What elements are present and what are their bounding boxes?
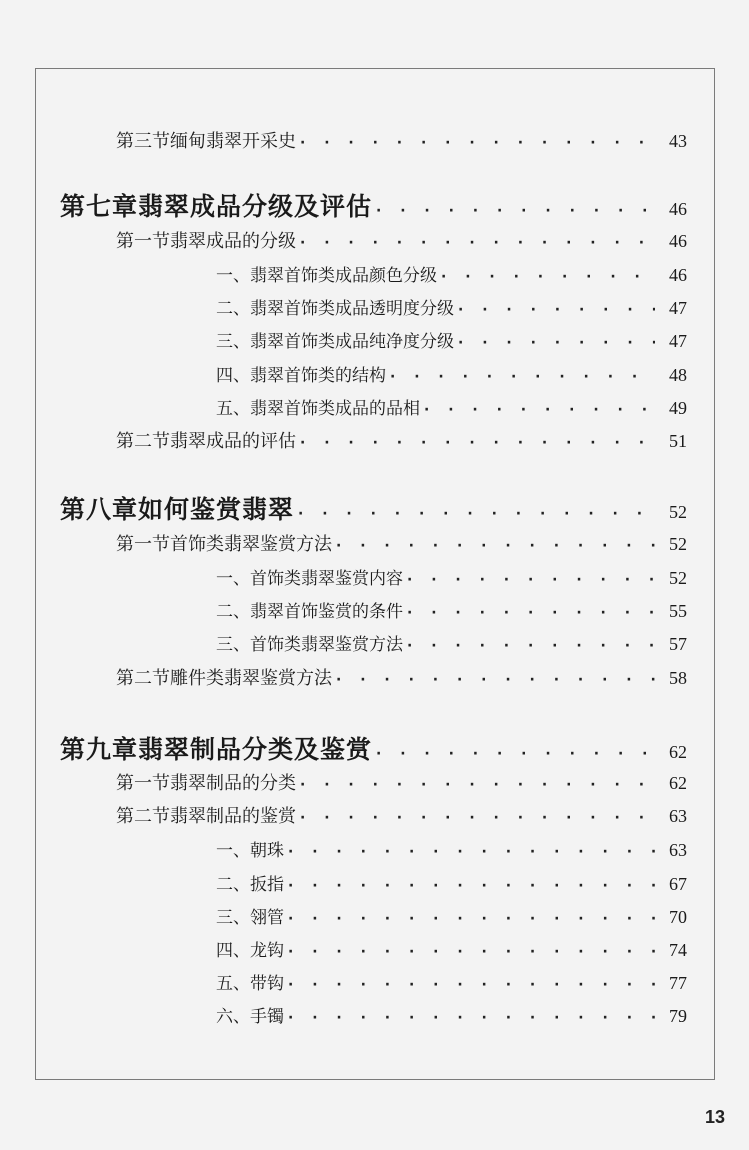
toc-entry[interactable]	[116, 769, 687, 795]
page-number: 48	[669, 365, 687, 385]
toc-entry[interactable]	[216, 327, 687, 352]
leader-dots	[441, 269, 655, 285]
entry-title: 翡翠成品的分级	[170, 231, 296, 252]
toc-entry[interactable]	[216, 394, 687, 419]
section-number: 第二节	[116, 806, 170, 827]
page-number: 52	[669, 568, 687, 588]
page-number: 79	[669, 1006, 687, 1026]
entry-title: 四、翡翠首饰类的结构	[216, 366, 386, 386]
toc-entry[interactable]	[116, 802, 687, 828]
toc-entry[interactable]	[216, 361, 687, 386]
toc-entry[interactable]	[116, 227, 687, 253]
leader-dots	[298, 506, 655, 522]
toc-entry[interactable]	[216, 836, 687, 861]
leader-dots	[376, 203, 655, 219]
entry-title: 翡翠制品的鉴赏	[170, 806, 296, 827]
entry-title: 二、翡翠首饰鉴赏的条件	[216, 602, 403, 622]
entry-title: 三、首饰类翡翠鉴赏方法	[216, 635, 403, 655]
page-number: 52	[669, 502, 687, 522]
page-number: 47	[669, 331, 687, 351]
toc-chapter-entry[interactable]	[60, 490, 687, 526]
leader-dots	[300, 235, 655, 251]
entry-title: 三、翡翠首饰类成品纯净度分级	[216, 332, 454, 352]
entry-title: 雕件类翡翠鉴赏方法	[170, 668, 332, 689]
toc-entry[interactable]	[116, 427, 687, 453]
chapter-title: 翡翠制品分类及鉴赏	[138, 735, 373, 764]
toc-entry[interactable]	[216, 936, 687, 961]
page-number: 77	[669, 973, 687, 993]
page-number: 63	[669, 840, 687, 860]
page-number: 47	[669, 298, 687, 318]
section-number: 第一节	[116, 773, 170, 794]
toc-entry[interactable]	[116, 530, 687, 556]
leader-dots	[288, 844, 655, 860]
leader-dots	[288, 911, 655, 927]
entry-title: 三、翎管	[216, 908, 284, 928]
section-number: 第一节	[116, 231, 170, 252]
leader-dots	[288, 944, 655, 960]
page-number: 51	[669, 431, 687, 451]
entry-title: 四、龙钩	[216, 941, 284, 961]
page-number: 57	[669, 634, 687, 654]
leader-dots	[300, 777, 655, 793]
entry-title: 二、翡翠首饰类成品透明度分级	[216, 299, 454, 319]
toc-entry[interactable]	[216, 903, 687, 928]
toc-entry[interactable]	[216, 597, 687, 622]
page-number: 46	[669, 231, 687, 251]
entry-title: 五、翡翠首饰类成品的品相	[216, 399, 420, 419]
page-number: 62	[669, 742, 687, 762]
page-number: 63	[669, 806, 687, 826]
leader-dots	[376, 746, 655, 762]
page-number: 62	[669, 773, 687, 793]
section-number: 第二节	[116, 431, 170, 452]
entry-title: 一、朝珠	[216, 841, 284, 861]
page-number: 55	[669, 601, 687, 621]
entry-title: 首饰类翡翠鉴赏方法	[170, 534, 332, 555]
leader-dots	[300, 810, 655, 826]
page-number: 46	[669, 265, 687, 285]
page-number: 52	[669, 534, 687, 554]
entry-title: 翡翠成品的评估	[170, 431, 296, 452]
toc-entry[interactable]	[216, 1002, 687, 1027]
section-number: 第一节	[116, 534, 170, 555]
page-number: 49	[669, 398, 687, 418]
leader-dots	[336, 538, 655, 554]
toc-entry[interactable]	[216, 630, 687, 655]
page-number: 58	[669, 668, 687, 688]
entry-title: 五、带钩	[216, 974, 284, 994]
page-number: 70	[669, 907, 687, 927]
leader-dots	[288, 878, 655, 894]
leader-dots	[407, 638, 655, 654]
chapter-number: 第八章	[60, 495, 139, 524]
toc-chapter-entry[interactable]	[60, 187, 687, 223]
chapter-number: 第九章	[60, 735, 139, 764]
entry-title: 缅甸翡翠开采史	[170, 131, 296, 152]
page-number: 43	[669, 131, 687, 151]
chapter-title: 翡翠成品分级及评估	[138, 192, 373, 221]
entry-title: 六、手镯	[216, 1007, 284, 1027]
entry-title: 翡翠制品的分类	[170, 773, 296, 794]
leader-dots	[300, 135, 655, 151]
entry-title: 一、翡翠首饰类成品颜色分级	[216, 266, 437, 286]
leader-dots	[390, 369, 655, 385]
entry-title: 二、扳指	[216, 875, 284, 895]
leader-dots	[288, 977, 655, 993]
page-number: 74	[669, 940, 687, 960]
leader-dots	[407, 605, 655, 621]
entry-title: 一、首饰类翡翠鉴赏内容	[216, 569, 403, 589]
chapter-title: 如何鉴赏翡翠	[138, 495, 295, 524]
toc-entry[interactable]	[116, 127, 687, 153]
leader-dots	[424, 402, 655, 418]
leader-dots	[407, 572, 655, 588]
toc-entry[interactable]	[216, 261, 687, 286]
toc-entry[interactable]	[216, 564, 687, 589]
section-number: 第二节	[116, 668, 170, 689]
folio-page-number: 13	[704, 1107, 725, 1127]
toc-entry[interactable]	[216, 870, 687, 895]
leader-dots	[288, 1010, 655, 1026]
toc-entry[interactable]	[116, 664, 687, 690]
toc-entry[interactable]	[216, 969, 687, 994]
leader-dots	[300, 435, 655, 451]
toc-chapter-entry[interactable]	[60, 730, 687, 766]
leader-dots	[458, 335, 655, 351]
section-number: 第三节	[116, 131, 170, 152]
toc-entry[interactable]	[216, 294, 687, 319]
leader-dots	[458, 302, 655, 318]
page-number: 67	[669, 874, 687, 894]
chapter-number: 第七章	[60, 192, 139, 221]
leader-dots	[336, 672, 655, 688]
page-number: 46	[669, 199, 687, 219]
